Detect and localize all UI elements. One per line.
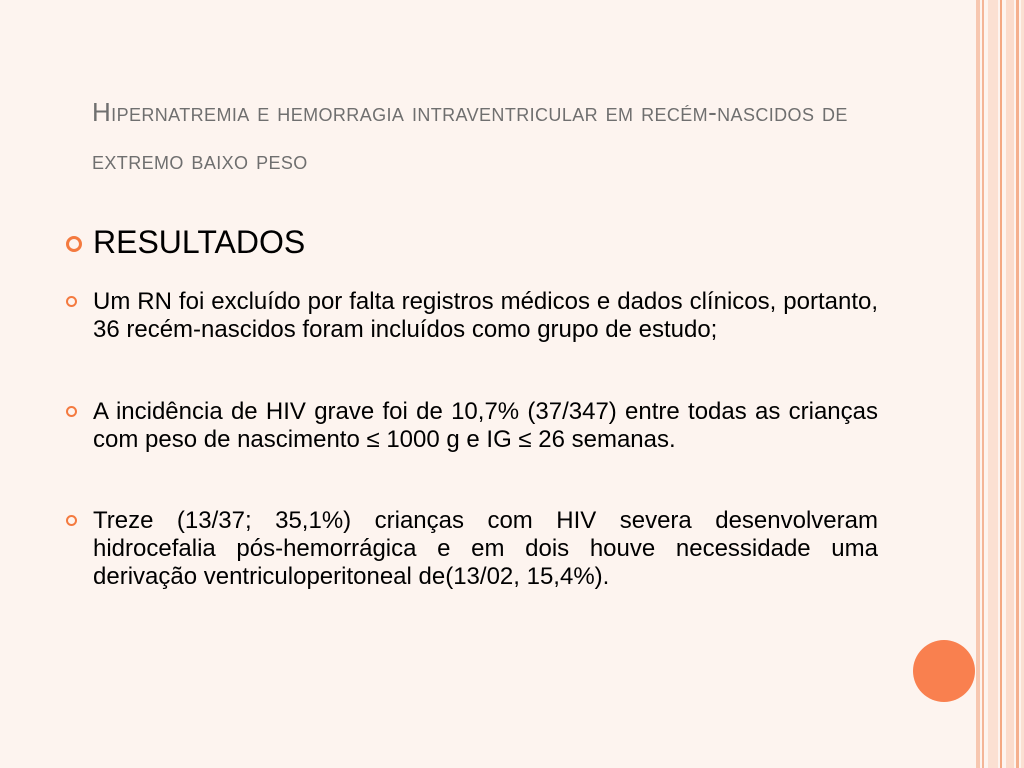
bullet-text: Treze (13/37; 35,1%) crianças com HIV severa desenvolveram hidrocefalia pós-hemorrágica e em dois houve necessidade uma derivação ventriculoperitoneal de(13/02, 15,4%). xyxy=(93,507,878,590)
bullet-icon xyxy=(66,296,77,307)
stripe xyxy=(1000,0,1002,768)
stripe xyxy=(988,0,998,768)
bullet-icon xyxy=(66,236,82,252)
accent-circle xyxy=(913,640,975,702)
section-heading-item xyxy=(64,222,878,262)
decorative-stripes xyxy=(976,0,1024,768)
bullet-icon xyxy=(66,406,77,417)
bullet-text: A incidência de HIV grave foi de 10,7% (37/347) entre todas as crianças com peso de nascimento ≤ 1000 g e IG ≤ 26 semanas. xyxy=(93,398,878,453)
section-heading: RESULTADOS xyxy=(93,224,306,260)
stripe xyxy=(982,0,984,768)
bullet-text: Um RN foi excluído por falta registros médicos e dados clínicos, portanto, 36 recém-nascidos foram incluídos como grupo de estudo; xyxy=(93,288,878,343)
bullet-item xyxy=(64,398,878,454)
bullet-icon xyxy=(66,515,77,526)
bullet-item xyxy=(64,507,878,591)
slide-content xyxy=(64,222,878,591)
stripe xyxy=(976,0,980,768)
stripe xyxy=(1006,0,1014,768)
bullet-item xyxy=(64,288,878,344)
slide-title: Hipernatremia e hemorragia intraventricular em recém-nascidos de extremo baixo peso xyxy=(92,97,848,175)
stripe xyxy=(1016,0,1019,768)
